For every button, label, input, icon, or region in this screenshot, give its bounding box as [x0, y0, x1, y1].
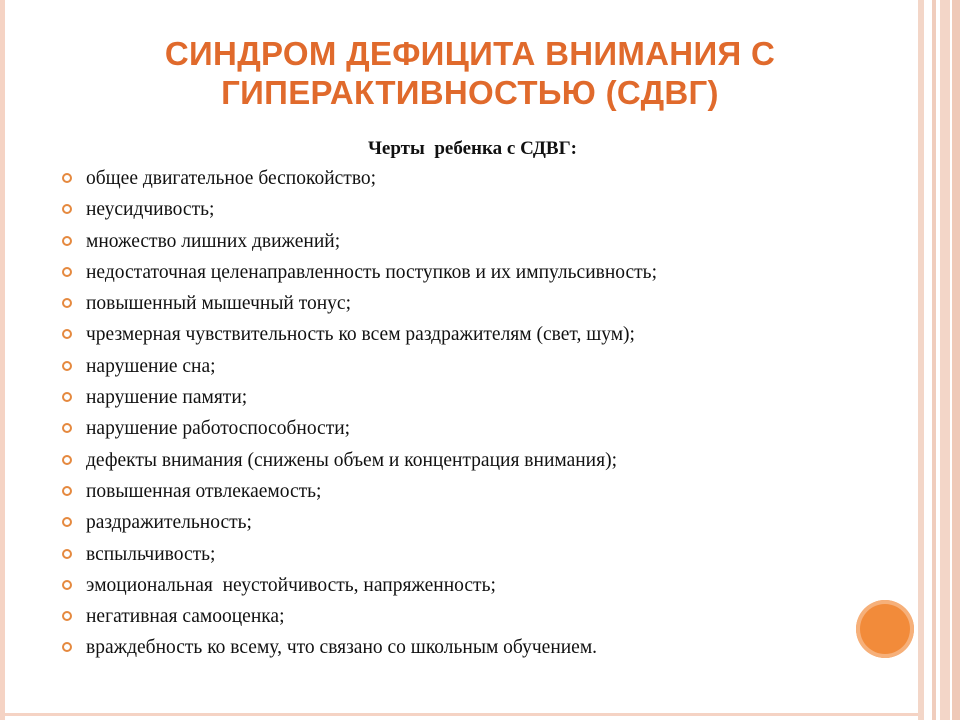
ring-bullet-icon	[62, 361, 72, 371]
list-item	[86, 199, 906, 221]
ring-bullet-icon	[62, 173, 72, 183]
list-item-text: нарушение работоспособности;	[86, 418, 351, 440]
list-item	[86, 575, 906, 597]
list-item-text: нарушение памяти;	[86, 387, 248, 409]
list-item-text: вспыльчивость;	[86, 543, 216, 565]
list-item	[86, 606, 906, 628]
list-item	[86, 450, 906, 472]
list-item-text: неусидчивость;	[86, 199, 215, 221]
ring-bullet-icon	[62, 236, 72, 246]
list-item	[86, 512, 906, 534]
list-item	[86, 481, 906, 503]
slide-title: СИНДРОМ ДЕФИЦИТА ВНИМАНИЯ С ГИПЕРАКТИВНОСТЬЮ (СДВГ)	[164, 35, 776, 111]
list-item-text: враждебность ко всему, что связано со школьным обучением.	[86, 637, 598, 659]
list-item	[86, 356, 906, 378]
right-border-stripes	[918, 0, 960, 720]
ring-bullet-icon	[62, 549, 72, 559]
ring-bullet-icon	[62, 392, 72, 402]
list-item	[86, 418, 906, 440]
ring-bullet-icon	[62, 298, 72, 308]
list-item	[86, 168, 906, 190]
list-item-text: раздражительность;	[86, 512, 252, 534]
border-stripe	[952, 0, 960, 720]
list-item	[86, 324, 906, 346]
ring-bullet-icon	[62, 267, 72, 277]
list-item	[86, 637, 906, 659]
bullet-list	[86, 168, 906, 669]
list-item	[86, 262, 906, 284]
border-stripe	[932, 0, 936, 720]
ring-bullet-icon	[62, 517, 72, 527]
border-stripe	[940, 0, 950, 720]
list-item	[86, 231, 906, 253]
list-item-text: недостаточная целенаправленность поступков и их импульсивность;	[86, 261, 657, 283]
ring-bullet-icon	[62, 642, 72, 652]
list-item-text: повышенный мышечный тонус;	[86, 293, 352, 315]
ring-bullet-icon	[62, 455, 72, 465]
list-item-text: общее двигательное беспокойство;	[86, 168, 377, 189]
list-item-text: чрезмерная чувствительность ко всем раздражителям (свет, шум);	[86, 324, 635, 346]
list-item	[86, 293, 906, 315]
ring-bullet-icon	[62, 423, 72, 433]
list-item-text: негативная самооценка;	[86, 606, 285, 628]
ring-bullet-icon	[62, 204, 72, 214]
slide-subtitle: Черты ребенка с СДВГ:	[367, 138, 578, 159]
border-stripe	[918, 0, 924, 720]
list-item-text: нарушение сна;	[86, 355, 216, 377]
list-item-text: эмоциональная неустойчивость, напряженность;	[86, 574, 496, 596]
list-item-text: множество лишних движений;	[86, 230, 341, 252]
left-border-bar	[0, 0, 5, 720]
ring-bullet-icon	[62, 329, 72, 339]
orange-circle-icon	[856, 600, 914, 658]
list-item	[86, 544, 906, 566]
list-item	[86, 387, 906, 409]
ring-bullet-icon	[62, 486, 72, 496]
ring-bullet-icon	[62, 580, 72, 590]
list-item-text: дефекты внимания (снижены объем и концентрация внимания);	[86, 449, 617, 471]
bottom-border-line	[0, 713, 918, 716]
ring-bullet-icon	[62, 611, 72, 621]
list-item-text: повышенная отвлекаемость;	[86, 480, 322, 502]
